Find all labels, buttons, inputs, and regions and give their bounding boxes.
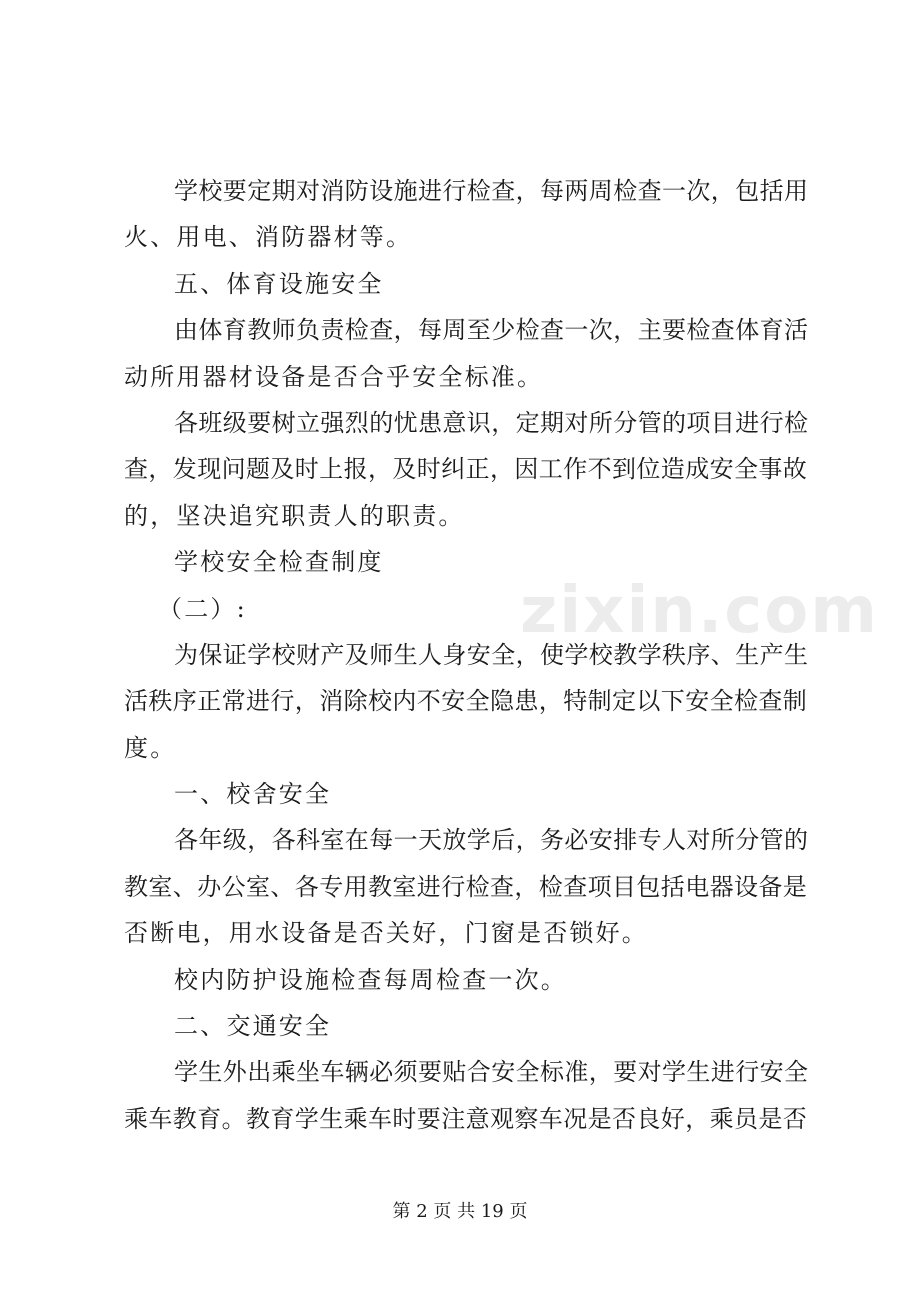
paragraph-line: 的，坚决追究职责人的职责。 (124, 501, 465, 530)
section-heading: 二、交通安全 (174, 1012, 332, 1041)
paragraph-line: 学校要定期对消防设施进行检查，每两周检查一次，包括用 (174, 177, 809, 205)
paragraph-line: 各班级要树立强烈的忧患意识，定期对所分管的项目进行检 (174, 408, 809, 437)
watermark: zixin.com (520, 574, 879, 648)
paragraph-line: 乘车教育。教育学生乘车时要注意观察车况是否良好，乘员是否 (124, 1104, 808, 1133)
paragraph-line: 查，发现问题及时上报，及时纠正，因工作不到位造成安全事故 (124, 455, 808, 484)
paragraph-line: 由体育教师负责检查，每周至少检查一次，主要检查体育活 (174, 316, 809, 345)
paragraph-line: 否断电，用水设备是否关好，门窗是否锁好。 (124, 919, 648, 948)
paragraph-line: 火、用电、消防器材等。 (124, 223, 413, 252)
paragraph-line: 度。 (124, 733, 177, 762)
paragraph-line: 学生外出乘坐车辆必须要贴合安全标准，要对学生进行安全 (174, 1058, 809, 1087)
paragraph-line: 为保证学校财产及师生人身安全，使学校教学秩序、生产生 (174, 640, 809, 669)
document-title: 学校安全检查制度 (174, 548, 384, 577)
paragraph-line: 校内防护设施检查每周检查一次。 (174, 965, 567, 994)
section-number: （二）: (158, 594, 247, 623)
page-number-footer: 第 2 页 共 19 页 (392, 1201, 528, 1222)
document-body (124, 168, 810, 1142)
section-heading: 五、体育设施安全 (174, 269, 384, 298)
paragraph-line: 动所用器材设备是否合乎安全标准。 (124, 362, 544, 391)
paragraph-line: 教室、办公室、各专用教室进行检查，检查项目包括电器设备是 (124, 872, 808, 901)
section-heading: 一、校舍安全 (174, 780, 332, 809)
paragraph-line: 活秩序正常进行，消除校内不安全隐患，特制定以下安全检查制 (124, 687, 808, 716)
paragraph-line: 各年级，各科室在每一天放学后，务必安排专人对所分管的 (174, 826, 809, 855)
